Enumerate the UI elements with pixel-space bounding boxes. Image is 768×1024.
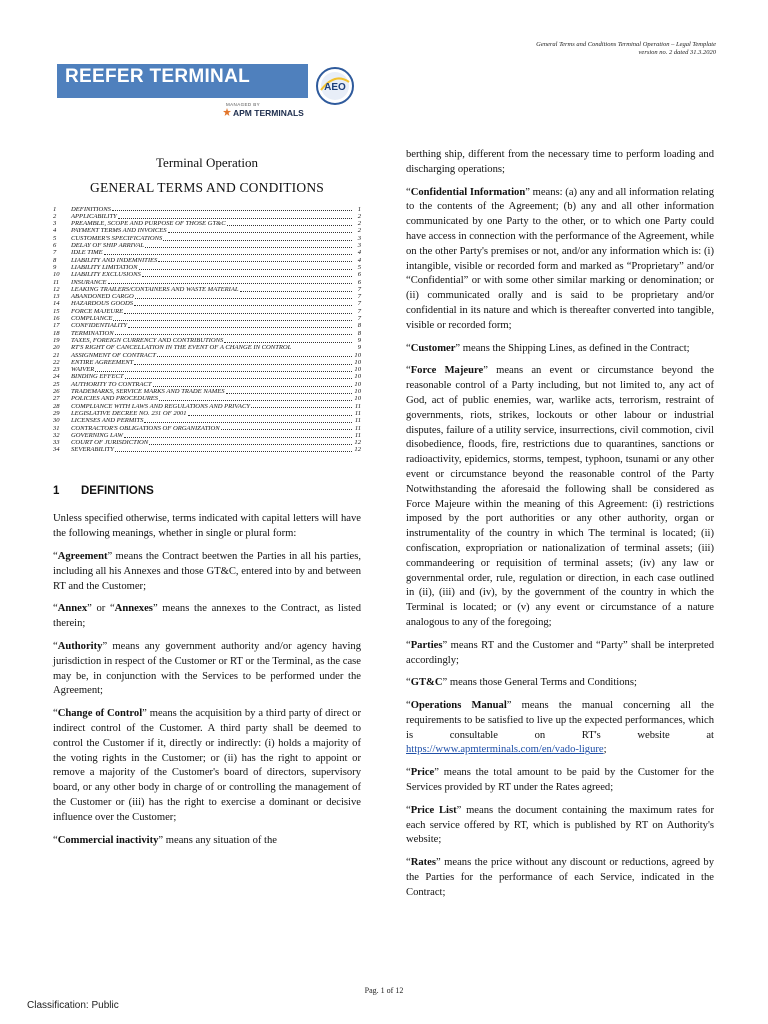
left-column	[53, 152, 361, 856]
classification-label: Classification: Public	[27, 1000, 119, 1011]
toc-item[interactable]	[53, 249, 361, 256]
toc-item-number: 26	[53, 388, 60, 396]
toc-leader-dots	[128, 327, 352, 328]
definition-paragraph: “Annex” or “Annexes” means the annexes to the Contract, as listed therein;	[53, 603, 362, 630]
toc-item-title: LIABILITY LIMITATION	[71, 263, 138, 271]
toc-item-page: 7	[357, 293, 361, 301]
toc-item[interactable]	[53, 366, 361, 373]
toc-item-title: DELAY OF SHIP ARRIVAL	[71, 242, 145, 250]
definition-term: Force Majeure	[410, 365, 484, 377]
toc-item-page: 7	[357, 307, 361, 315]
toc-item-title: ASSIGNMENT OF CONTRACT	[71, 351, 156, 359]
toc-item-number: 2	[53, 212, 57, 220]
definition-text: means any situation of the	[163, 834, 277, 846]
definition-term: Parties	[410, 639, 443, 651]
toc-item-page: 10	[354, 358, 361, 366]
definition-term: Price	[410, 767, 435, 779]
toc-item-page: 11	[354, 431, 361, 439]
toc-item-title: GOVERNING LAW	[71, 431, 123, 439]
toc-item-number: 6	[53, 242, 57, 250]
toc-item-title: ENTIRE AGREEMENT	[71, 358, 134, 366]
toc-item[interactable]	[53, 410, 361, 417]
toc-item-number: 33	[53, 439, 60, 447]
toc-item-page: 9	[357, 344, 361, 352]
toc-item-title: CONFIDENTIALITY	[71, 322, 128, 330]
toc-leader-dots	[108, 283, 352, 284]
toc-item-page: 6	[357, 271, 361, 279]
apm-star-icon	[223, 108, 231, 116]
definition-paragraph: “Agreement” means the Contract beetwen the Parties in all his parties, including all his Annexes and those GT&C, entered into by and between RT and the Customer;	[53, 551, 361, 592]
definition-term: Price List	[410, 804, 457, 816]
toc-item-number: 24	[53, 373, 60, 381]
toc-item-title: TAXES, FOREIGN CURRENCY AND CONTRIBUTIONS	[71, 336, 224, 344]
toc-item-page: 10	[354, 366, 361, 374]
toc-item-page: 11	[354, 417, 361, 425]
toc-item-page: 2	[357, 227, 361, 235]
toc-item-number: 18	[53, 329, 60, 337]
toc-item[interactable]	[53, 242, 361, 249]
toc-item-page: 12	[354, 439, 361, 447]
toc-item[interactable]	[53, 300, 361, 307]
definition-text: means the total amount to be paid by the Customer for the Services provided by RT under the Rates agreed;	[406, 767, 714, 794]
definition-text: means the Shipping Lines, as defined in the Contract;	[460, 342, 690, 354]
toc-item-title: PAYMENT TERMS AND INVOICES	[71, 227, 167, 235]
toc-item-title: LIABILITY AND INDEMNITIES	[71, 256, 158, 264]
toc-leader-dots	[158, 261, 352, 262]
toc-item[interactable]	[53, 271, 361, 278]
toc-leader-dots	[118, 218, 352, 219]
toc-item[interactable]	[53, 308, 361, 315]
toc-item-page: 11	[354, 409, 361, 417]
definition-term: GT&C	[410, 677, 443, 689]
definition-paragraph: “Commercial inactivity” means any situation of the	[53, 834, 277, 846]
toc-item-page: 12	[354, 446, 361, 454]
toc-item-number: 31	[53, 424, 60, 432]
toc-item-page: 3	[357, 234, 361, 242]
toc-item-title: LEAKING TRAILERS/CONTAINERS AND WASTE MATERIAL	[71, 285, 239, 293]
toc-leader-dots	[157, 356, 352, 357]
toc-item-title: CUSTOMER'S SPECIFICATIONS	[71, 234, 163, 242]
toc-item-title: RT'S RIGHT OF CANCELLATION IN THE EVENT OF A CHANGE IN CONTROL	[71, 344, 292, 352]
toc-item-page: 8	[357, 322, 361, 330]
toc-leader-dots	[134, 364, 352, 365]
definition-text: means RT and the Customer and “Party” shall be interpreted accordingly;	[406, 639, 714, 666]
toc-item-title: INSURANCE	[71, 278, 107, 286]
toc-leader-dots	[144, 422, 352, 423]
toc-item[interactable]	[53, 322, 361, 329]
definition-paragraph: “Parties” means RT and the Customer and “Party” shall be interpreted accordingly;	[406, 639, 714, 666]
definitions-intro: Unless specified otherwise, terms indicated with capital letters will have the following meanings, whether in single or plural form:	[53, 513, 361, 540]
toc-item-page: 3	[357, 242, 361, 250]
definition-paragraph: “Rates” means the price without any discount or reductions, agreed by the Parties for the performance of each Service, indicated in the Contract;	[406, 857, 714, 898]
toc-item-number: 32	[53, 431, 60, 439]
toc-item-page: 1	[357, 205, 361, 213]
toc-item-title: CONTRACTOR'S OBLIGATIONS OF ORGANIZATION	[71, 424, 220, 432]
section-title: DEFINITIONS	[81, 484, 154, 497]
toc-item-title: HAZARDOUS GOODS	[71, 300, 134, 308]
toc-item-number: 14	[53, 300, 60, 308]
definition-term: Change of Control	[57, 708, 143, 720]
toc-item-page: 10	[354, 380, 361, 388]
toc-leader-dots	[115, 451, 352, 452]
toc-item-number: 8	[53, 256, 57, 264]
toc-item-number: 28	[53, 402, 60, 410]
toc-item[interactable]	[53, 373, 361, 380]
section-number: 1	[53, 484, 60, 497]
toc-item-number: 17	[53, 322, 60, 330]
toc-item-title: COMPLIANCE	[71, 315, 113, 323]
logo-managed-by: MANAGED BY	[226, 102, 261, 107]
toc-item[interactable]	[53, 446, 361, 453]
toc-leader-dots	[139, 269, 353, 270]
toc-item[interactable]	[53, 286, 361, 293]
toc-leader-dots	[145, 247, 352, 248]
toc-item[interactable]	[53, 235, 361, 242]
toc-leader-dots	[188, 415, 352, 416]
right-column	[406, 148, 714, 909]
toc-item[interactable]	[53, 337, 361, 344]
toc-item-number: 19	[53, 336, 60, 344]
toc-item-title: POLICIES AND PROCEDURES	[71, 395, 159, 403]
toc-item-number: 3	[53, 220, 57, 228]
definitions-list-left	[53, 550, 361, 848]
toc-item[interactable]	[53, 359, 361, 366]
toc-item-page: 10	[354, 388, 361, 396]
toc-leader-dots	[251, 407, 352, 408]
definition-text: means the Contract beetwen the Parties in all his parties, including all his Annexes and those GT&C, entered into by and between RT and the Customer;	[53, 551, 361, 592]
definition-text-end: ;	[603, 744, 607, 756]
toc-item-title: IDLE TIME	[71, 249, 103, 257]
toc-item-number: 10	[53, 271, 60, 279]
toc-item-page: 10	[354, 373, 361, 381]
toc-item-title: FORCE MAJEURE	[71, 307, 124, 315]
definition-term-alt: Annexes	[114, 603, 153, 615]
toc-item[interactable]	[53, 330, 361, 337]
toc-leader-dots	[115, 334, 352, 335]
toc-item[interactable]	[53, 257, 361, 264]
toc-item-number: 20	[53, 344, 60, 352]
toc-item-title: WAIVER	[71, 366, 95, 374]
definition-text: means those General Terms and Conditions;	[447, 677, 637, 689]
definition-text: means an event or circumstance beyond the reasonable control of a Party including, but not limited to, any act of God, act of public enemies, war, warlike acts, terrorism, restraint of governments, riots, strikes, lockouts or other labour or industrial disputes, failure of a utility service, insurrections, civil commotion, civil disobedience, floods, fire, restrictions due to quarantines, sanctions or radioactivity, epidemics, storms, tempest, typhoon, tsunami or any other event or circumstance beyond the reasonable control of the Party Notwithstanding the aforesaid the following shall be considered as Force Majeure within the meaning of this Agreement: (i) restrictions imposed by the port authorities or any other authority, organ or instrumentality of the country in which The terminal is located; (ii) confiscation, expropriation or nationalization of terminal assets; (iii) commandeering or requisition of terminal assets; (iv) any law or governmental order, rule, regulation or direction, in each case outlined in (ii), (iii) and (iv), by the government of the country in which the Terminal is located; or (v) any event or circumstance of a nature analogous to any of the foregoing;	[406, 365, 714, 628]
toc-item[interactable]	[53, 439, 361, 446]
document-header	[536, 41, 716, 57]
definition-term: Agreement	[57, 551, 108, 563]
toc-item[interactable]	[53, 220, 361, 227]
definition-term: Operations Manual	[410, 700, 507, 712]
toc-item-number: 23	[53, 366, 60, 374]
toc-item[interactable]	[53, 395, 361, 402]
toc-item-page: 11	[354, 402, 361, 410]
toc-item-page: 7	[357, 315, 361, 323]
toc-item[interactable]	[53, 206, 361, 213]
toc-item[interactable]	[53, 388, 361, 395]
toc-item[interactable]	[53, 344, 361, 351]
definition-paragraph: “GT&C” means those General Terms and Conditions;	[406, 677, 637, 689]
definition-text: means the acquisition by a third party of direct or indirect control of the Customer. A third party shall be deemed to control the Customer if it, directly or indirectly: (i) holds a majority of the voting rights in the Customer; or (ii) has the right to appoint or remove a majority of the Customer's board of directors, supervisory board, or any other body in charge of or controlling the management of the Customer or (iii) has the right to exercise a dominant or decisive influence over the Customer;	[53, 708, 361, 823]
toc-leader-dots	[113, 320, 352, 321]
toc-item-page: 5	[357, 263, 361, 271]
definition-text: means the price without any discount or reductions, agreed by the Parties for the performance of each Service, indicated in the Contract;	[406, 857, 714, 898]
logo-company: APM TERMINALS	[233, 108, 304, 118]
definition-paragraph: “Confidential Information” means: (a) any and all information relating to the contents of the Agreement; (b) any and all other information communicated by one Party to the other, or to which one Party could have access in connection with the performance of the Agreement, while on the other Party's premises or not, and/or any information which is: (i) intangible, visible or recorded form and marked as “Proprietary” and/or “Confidential” or with some other similar marking or denomination; or (ii) communicated orally and is said to be proprietary and/or confidential in its nature and which is thereafter converted into tangible, visible or recorded form;	[406, 186, 714, 331]
toc-item-page: 4	[357, 249, 361, 257]
definition-paragraph: “Force Majeure” means an event or circumstance beyond the reasonable control of a Party including, but not limited to, any act of God, act of public enemies, war, warlike acts, terrorism, restraint of governments, riots, strikes, lockouts or other labour or industrial disputes, failure of a utility service, insurrections, civil commotion, civil disobedience, floods, fire, restrictions due to quarantines, sanctions or radioactivity, epidemics, storms, tempest, typhoon, tsunami or any other event or circumstance beyond the reasonable control of the Party Notwithstanding the aforesaid the following shall be considered as Force Majeure within the meaning of this Agreement: (i) restrictions imposed by the port authorities or any other authority, organ or instrumentality of the country in which The terminal is located; (ii) confiscation, expropriation or nationalization of terminal assets; (iii) commandeering or requisition of terminal assets; (iv) any law or governmental order, rule, regulation or direction, in each case outlined in (ii), (iii) and (iv), by the government of the country in which the Terminal is located; or (v) any event or circumstance of a nature analogous to any of the foregoing;	[406, 365, 714, 628]
toc-leader-dots	[112, 210, 352, 211]
toc-item-number: 34	[53, 446, 60, 454]
toc-leader-dots	[163, 240, 352, 241]
toc-leader-dots	[221, 429, 352, 430]
toc-item-title: TRADEMARKS, SERVICE MARKS AND TRADE NAMES	[71, 388, 225, 396]
toc-item-title: DEFINITIONS	[71, 205, 111, 213]
toc-item[interactable]	[53, 293, 361, 300]
toc-item-page: 7	[357, 285, 361, 293]
toc-leader-dots	[226, 393, 352, 394]
toc-item-title: TERMINATION	[71, 329, 114, 337]
toc-leader-dots	[134, 305, 352, 306]
aeo-badge-label: AEO	[324, 82, 346, 93]
toc-item-title: PREAMBLE, SCOPE AND PURPOSE OF THOSE GT&C	[71, 220, 226, 228]
toc-item[interactable]	[53, 315, 361, 322]
toc-item-number: 4	[53, 227, 57, 235]
toc-leader-dots	[95, 371, 352, 372]
definition-term: Rates	[410, 857, 437, 869]
toc-item-title: LICENSES AND PERMITS	[71, 417, 144, 425]
toc-item-number: 7	[53, 249, 57, 257]
toc-item-number: 21	[53, 351, 60, 359]
toc-item-number: 27	[53, 395, 60, 403]
toc-item-title: COMPLIANCE WITH LAWS AND REGULATIONS AND PRIVACY	[71, 402, 251, 410]
logo-title: REEFER TERMINAL	[65, 66, 250, 87]
toc-leader-dots	[125, 378, 352, 379]
toc-item-page: 2	[357, 212, 361, 220]
toc-item-page: 6	[357, 278, 361, 286]
toc-leader-dots	[168, 232, 352, 233]
operations-manual-link[interactable]: https://www.apmterminals.com/en/vado-ligure	[406, 744, 604, 756]
definition-paragraph: “Customer” means the Shipping Lines, as defined in the Contract;	[406, 342, 690, 354]
toc-item-title: AUTHORITY TO CONTRACT	[71, 380, 152, 388]
definition-term: Authority	[57, 641, 103, 653]
toc-item-page: 10	[354, 351, 361, 359]
table-of-contents	[53, 206, 361, 454]
toc-leader-dots	[153, 386, 353, 387]
toc-leader-dots	[124, 313, 352, 314]
toc-item-page: 4	[357, 256, 361, 264]
toc-item-page: 7	[357, 300, 361, 308]
toc-leader-dots	[227, 225, 352, 226]
document-title: Terminal Operation	[156, 155, 258, 170]
toc-item-title: LIABILITY EXCLUSIONS	[71, 271, 141, 279]
toc-item-number: 29	[53, 409, 60, 417]
toc-item[interactable]	[53, 425, 361, 432]
toc-item[interactable]	[53, 352, 361, 359]
toc-item-title: APPLICABILITY	[71, 212, 117, 220]
definition-connector: or “	[91, 603, 115, 615]
header-title: General Terms and Conditions Terminal Operation – Legal Template	[536, 41, 716, 48]
definition-term: Confidential Information	[410, 186, 526, 198]
toc-item-title: ABANDONED CARGO	[71, 293, 134, 301]
toc-item-number: 30	[53, 417, 60, 425]
toc-item-title: BINDING EFFECT	[71, 373, 124, 381]
toc-item-number: 11	[53, 278, 60, 286]
toc-item-number: 16	[53, 315, 60, 323]
toc-item-page: 9	[357, 336, 361, 344]
toc-item-page: 11	[354, 424, 361, 432]
toc-item-page: 10	[354, 395, 361, 403]
toc-item[interactable]	[53, 227, 361, 234]
reefer-terminal-logo	[57, 64, 357, 120]
document-subtitle: GENERAL TERMS AND CONDITIONS	[90, 179, 324, 195]
toc-item-number: 22	[53, 358, 60, 366]
aeo-badge-icon	[315, 66, 355, 106]
definition-text: means: (a) any and all information relating to the contents of the Agreement; (b) any and all other information communicated by one Party to the other, or to which one Party could have access in connection with the performance of the Agreement, while on the other Party's premises or not, and/or any information which is: (i) intangible, visible or recorded form and marked as “Proprietary” and/or “Confidential” or with some other similar marking or denomination; or (ii) communicated orally and is said to be proprietary and/or confidential in its nature and which is thereafter converted into tangible, visible or recorded form;	[406, 186, 714, 331]
toc-item-number: 25	[53, 380, 60, 388]
toc-item-number: 9	[53, 263, 57, 271]
toc-item[interactable]	[53, 213, 361, 220]
toc-item[interactable]	[53, 381, 361, 388]
header-version: version no. 2 dated 31.3.2020	[638, 49, 716, 56]
toc-item-number: 1	[53, 205, 57, 213]
toc-item[interactable]	[53, 432, 361, 439]
toc-leader-dots	[159, 400, 352, 401]
toc-item-title: SEVERABILITY	[71, 446, 114, 454]
definition-term: Annex	[57, 603, 88, 615]
page-number: Pag. 1 of 12	[364, 986, 404, 995]
definition-text: means the document containing the maximum rates for each service offered by RT, which is published by RT on Authority's website;	[406, 804, 714, 846]
toc-leader-dots	[135, 298, 352, 299]
toc-item-number: 13	[53, 293, 60, 301]
toc-item-number: 5	[53, 234, 57, 242]
toc-leader-dots	[240, 291, 352, 292]
definition-paragraph: “Change of Control” means the acquisition by a third party of direct or indirect control of the Customer. A third party shall be deemed to control the Customer if it, directly or indirectly: (i) holds a majority of the voting rights in the Customer; or (ii) has the right to appoint or remove a majority of the Customer's board of directors, supervisory board, or any other body in charge of or controlling the management of the Customer or (iii) has the right to exercise a dominant or decisive influence over the Customer;	[53, 708, 361, 823]
toc-item-page: 2	[357, 220, 361, 228]
toc-item[interactable]	[53, 264, 361, 271]
definitions-list-right	[406, 186, 714, 901]
section-heading	[53, 484, 361, 499]
definition-term: Commercial inactivity	[57, 834, 159, 846]
definition-text: means the annexes to the Contract, as listed therein;	[53, 603, 362, 630]
definition-continuation: berthing ship, different from the necessary time to perform loading and discharging operations;	[406, 149, 714, 175]
toc-item-title: COURT OF JURISDICTION	[71, 439, 149, 447]
toc-item-title: LEGISLATIVE DECREE NO. 231 OF 2001	[71, 409, 187, 417]
definition-term: Customer	[410, 342, 456, 354]
toc-leader-dots	[149, 444, 352, 445]
toc-item[interactable]	[53, 403, 361, 410]
logo-banner	[57, 64, 308, 98]
toc-leader-dots	[224, 342, 352, 343]
definition-paragraph: “Price” means the total amount to be paid by the Customer for the Services provided by RT under the Rates agreed;	[406, 767, 714, 794]
definition-text: means any government authority and/or agency having jurisdiction in respect of the Customer or RT or the Terminal, as the case may be, in conjunction with the Services to be performed under the Agreement;	[53, 641, 361, 697]
toc-leader-dots	[124, 437, 352, 438]
definition-paragraph: “Price List” means the document containing the maximum rates for each service offered by RT, which is published by RT on Authority's website;	[406, 804, 714, 846]
toc-item-number: 15	[53, 307, 60, 315]
toc-item-number: 12	[53, 285, 60, 293]
definition-paragraph: “Authority” means any government authority and/or agency having jurisdiction in respect of the Customer or RT or the Terminal, as the case may be, in conjunction with the Services to be performed under the Agreement;	[53, 641, 361, 697]
toc-item-page: 8	[357, 329, 361, 337]
toc-leader-dots	[142, 276, 352, 277]
definition-text: means the manual concerning all the requirements to be satisfied to live up the expected performances, which is consultable on RT's website at	[406, 700, 714, 741]
toc-leader-dots	[104, 254, 352, 255]
toc-item[interactable]	[53, 279, 361, 286]
toc-item[interactable]	[53, 417, 361, 424]
definition-paragraph: “Operations Manual” means the manual concerning all the requirements to be satisfied to live up the expected performances, which is consultable on RT's website at https://www.apmterminals.com/en/vado-ligure;	[406, 700, 714, 756]
